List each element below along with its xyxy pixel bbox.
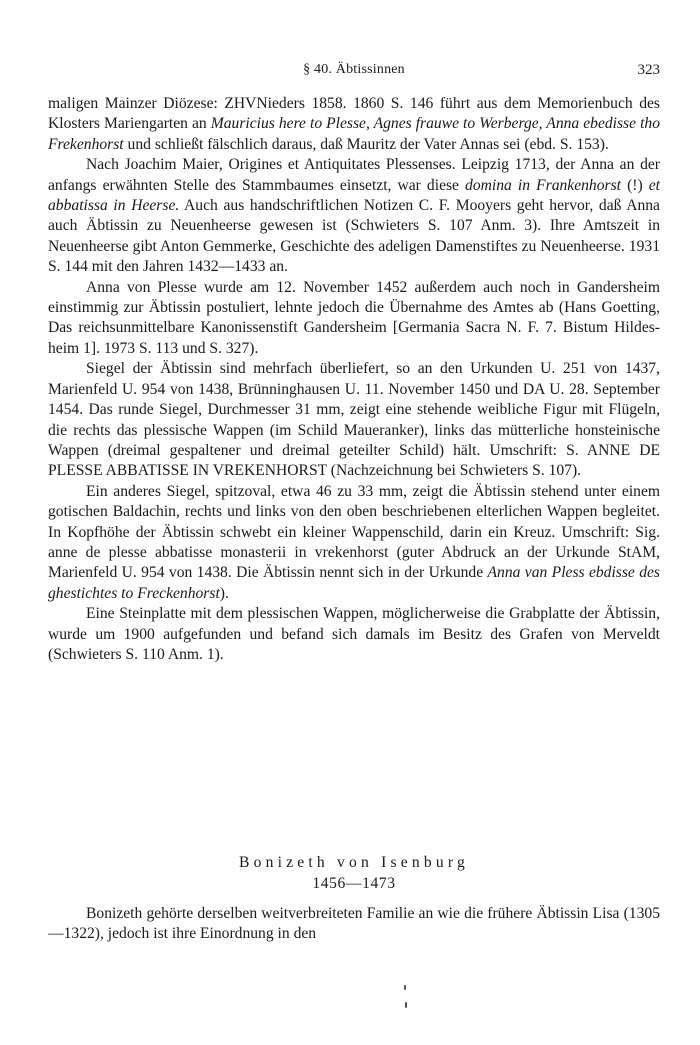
text-run: Siegel der Äbtissin sind mehrfach überliefert, so an den Urkunden U. 251 von 1437, Marienfeld U. 954 von 1438, Brünninghausen U. 11. November 1450 und DA U. 28. September 1454. Das runde Siegel, Durchmesser 31 mm, zeigt eine stehende weibliche Figur mit Flügeln, die rechts das plessische Wappen (im Schild Maueranker), links das mütterliche honsteinische Wappen (dreimal gespaltener und dreimal geteilter Schild) hält. Umschrift: S. ANNE DE PLESSE ABBATISSE IN VREKENHORST (Nachzeichnung bei Schwieters S. 107). [48, 360, 660, 480]
text-run: ). [219, 584, 229, 602]
italic-quote: et abbatissa in Heerse. [48, 176, 660, 215]
italic-quote: domina in Frankenhorst [465, 176, 621, 194]
text-run: Anna von Plesse wurde am 12. November 1452 außerdem auch noch in Gandersheim einstimmig zur Äbtissin postuliert, lehnte jedoch die Übernahme des Amtes ab (Hans Goetting, Das reichsunmittelbare Kanonissenstift Gandersheim [Germania Sacra N. F. 7. Bistum Hildes-heim 1]. 1973 S. 113 und S. 327). [48, 278, 660, 357]
paragraph [48, 904, 660, 945]
body-text [48, 94, 660, 665]
section-title: Bonizeth von Isenburg [239, 854, 469, 871]
text-run: Ein anderes Siegel, spitzoval, etwa 46 zu 33 mm, zeigt die Äbtissin stehend unter einem gotischen Baldachin, rechts und links von den oben beschriebenen elterlichen Wappen begleitet. In Kopfhöhe der Äbtissin schwebt ein kleiner Wappenschild, darin ein Kreuz. Umschrift: Sig. anne de plesse abbatisse monasterii in vrekenhorst (guter Abdruck an der Urkunde StAM, Marienfeld U. 954 von 1438. Die Äbtissin nennt sich in der Urkunde [48, 482, 660, 582]
paragraph [48, 94, 660, 155]
running-head [48, 62, 660, 84]
text-run: und schließt fälschlich daraus, daß Mauritz der Vater Annas sei (ebd. S. 153). [123, 135, 609, 153]
italic-quote: Mauricius here to Plesse, Agnes frauwe to Werberge, Anna ebedisse tho Frekenhorst [48, 115, 660, 153]
text-run: (!) [621, 176, 649, 194]
text-run: maligen Mainzer Diözese: ZHVNieders 1858. 1860 S. 146 führt aus dem Memorienbuch des Klosters Mariengarten an [48, 95, 660, 133]
paragraph [48, 155, 660, 277]
text-run: Auch aus handschriftlichen Notizen C. F. Mooyers geht hervor, daß Anna auch Äbtissin zu Neuenheerse gewesen ist (Schwieters S. 107 Anm. 3). Ihre Amtszeit in Neuenheerse gibt Anton Gemmerke, Geschichte des adeligen Damenstiftes zu Neuenheerse. 1931 S. 144 mit den Jahren 1432—1433 an. [48, 197, 660, 276]
text-run: Nach Joachim Maier, Origines et Antiquitates Plessenses. Leipzig 1713, der Anna an der anfangs erwähnten Stelle des Stammbaumes einsetzt, war diese [48, 156, 660, 194]
paragraph [48, 359, 660, 481]
section-years: 1456—1473 [312, 875, 396, 892]
paragraph [48, 482, 660, 604]
paragraph [48, 278, 660, 360]
section-heading [48, 852, 660, 894]
text-run: Eine Steinplatte mit dem plessischen Wappen, möglicherweise die Grabplatte der Äbtissin, wurde um 1900 aufgefunden und befand sich damals im Besitz des Grafen von Merveldt (Schwieters S. 110 Anm. 1). [48, 605, 660, 663]
text-run: Bonizeth gehörte derselben weitverbreiteten Familie an wie die frühere Äbtissin Lisa (1305—1322), jedoch ist ihre Einordnung in den [48, 905, 660, 943]
paragraph [48, 604, 660, 665]
page-number: 323 [637, 62, 660, 78]
italic-quote: Anna van Pless ebdisse des ghestichtes to Freckenhorst [48, 564, 660, 602]
running-title: § 40. Äbtissinnen [303, 62, 405, 77]
scan-speck-marks [402, 985, 410, 1009]
section-body-text [48, 904, 660, 945]
